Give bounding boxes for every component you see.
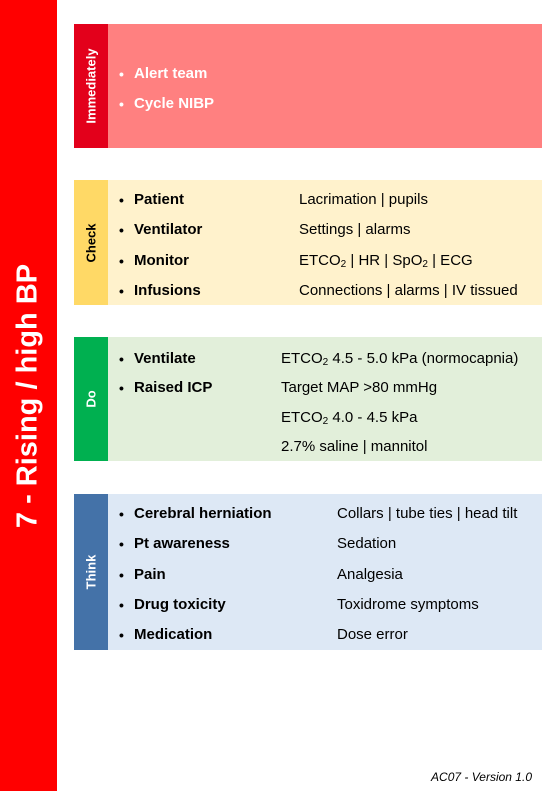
section-label: Check [83, 222, 99, 263]
list-item [108, 348, 542, 370]
section-body [108, 494, 542, 650]
item-detail: $ETCO_2$ 4.5 - 5.0 kPa (normocapnia) [281, 350, 519, 368]
tab-check [74, 180, 108, 305]
list-item [108, 533, 542, 555]
bullet-icon: • [119, 222, 124, 238]
item-detail: Sedation [337, 535, 397, 552]
section-think [74, 494, 542, 650]
item-detail: $ETCO_2$ 4.0 - 4.5 kPa [281, 409, 418, 427]
sidebar [0, 0, 57, 791]
section-do [74, 337, 542, 461]
item-label: Patient [134, 191, 185, 208]
list-item [108, 564, 542, 586]
bullet-icon: • [119, 536, 124, 552]
item-label: Cerebral herniation [134, 505, 272, 522]
tab-think [74, 494, 108, 650]
version-footer: AC07 - Version 1.0 [431, 770, 532, 784]
item-detail: Settings | alarms [299, 221, 411, 238]
page-title: 7 - Rising / high BP [11, 263, 44, 529]
bullet-icon: • [119, 351, 124, 367]
list-item [108, 436, 542, 458]
section-check [74, 180, 542, 305]
list-item [108, 407, 542, 429]
item-label: Infusions [134, 282, 201, 299]
item-label: Medication [134, 626, 213, 643]
section-label: Do [83, 390, 99, 408]
bullet-icon: • [119, 597, 124, 613]
item-label: Raised ICP [134, 379, 213, 396]
section-body [108, 180, 542, 305]
bullet-icon: • [119, 506, 124, 522]
item-detail: Toxidrome symptoms [337, 596, 479, 613]
list-item [108, 624, 542, 646]
item-label: Ventilate [134, 350, 196, 367]
item-label: Ventilator [134, 221, 203, 238]
section-label: Immediately [83, 48, 99, 124]
item-detail: 2.7% saline | mannitol [281, 438, 428, 455]
section-body [108, 24, 542, 148]
list-item [108, 280, 542, 302]
list-item [108, 93, 542, 115]
bullet-icon: • [119, 380, 124, 396]
bullet-icon: • [119, 96, 124, 112]
bullet-icon: • [119, 253, 124, 269]
item-label: Pain [134, 566, 166, 583]
list-item [108, 189, 542, 211]
item-detail: Analgesia [337, 566, 403, 583]
list-item [108, 219, 542, 241]
item-detail: Dose error [337, 626, 408, 643]
item-detail: Target MAP >80 mmHg [281, 379, 438, 396]
list-item [108, 594, 542, 616]
list-item [108, 250, 542, 272]
list-item [108, 503, 542, 525]
item-label: Monitor [134, 252, 189, 269]
list-item [108, 63, 542, 85]
tab-immediately [74, 24, 108, 148]
item-label: Cycle NIBP [134, 95, 215, 112]
section-immediately [74, 24, 542, 148]
item-detail: Lacrimation | pupils [299, 191, 428, 208]
item-detail: Collars | tube ties | head tilt [337, 505, 518, 522]
bullet-icon: • [119, 192, 124, 208]
tab-do [74, 337, 108, 461]
bullet-icon: • [119, 567, 124, 583]
list-item [108, 377, 542, 399]
item-label: Alert team [134, 65, 208, 82]
section-body [108, 337, 542, 461]
item-label: Pt awareness [134, 535, 230, 552]
item-detail: $ETCO_2$ | HR | SpO$_2$ | ECG [299, 252, 473, 270]
bullet-icon: • [119, 627, 124, 643]
bullet-icon: • [119, 283, 124, 299]
item-detail: Connections | alarms | IV tissued [299, 282, 518, 299]
item-label: Drug toxicity [134, 596, 226, 613]
section-label: Think [83, 554, 99, 590]
bullet-icon: • [119, 66, 124, 82]
